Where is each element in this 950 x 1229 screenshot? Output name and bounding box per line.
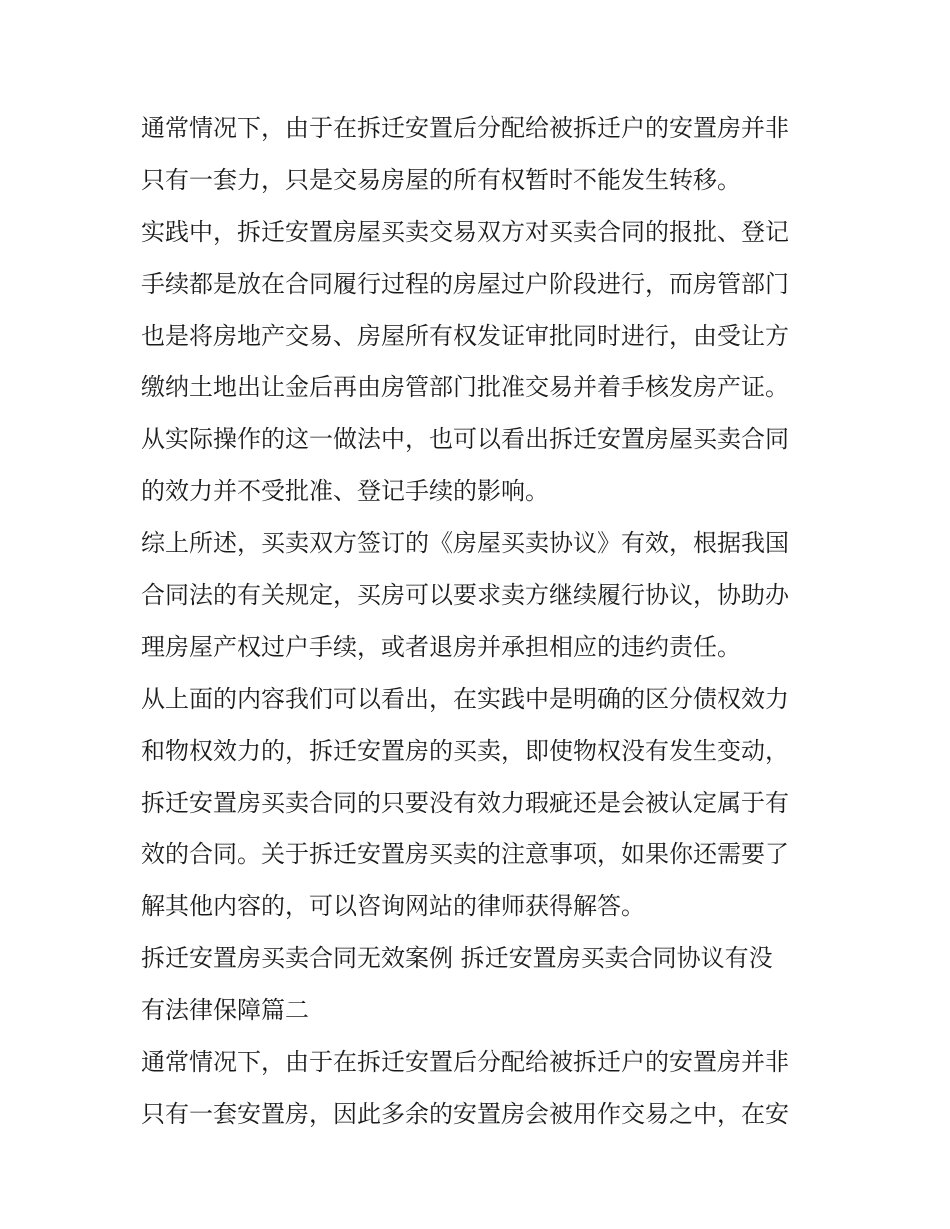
text-line: 通常情况下，由于在拆迁安置后分配给被拆迁户的安置房并非	[141, 1048, 789, 1077]
text-line: 拆迁安置房买卖合同的只要没有效力瑕疵还是会被认定属于有	[141, 788, 789, 817]
text-line: 综上所述，买卖双方签订的《房屋买卖协议》有效，根据我国	[141, 529, 789, 558]
text-line: 效的合同。关于拆迁安置房买卖的注意事项，如果你还需要了	[141, 840, 789, 869]
text-line: 合同法的有关规定，买房可以要求卖方继续履行协议，协助办	[141, 581, 789, 610]
document-body	[141, 103, 813, 1141]
text-line: 理房屋产权过户手续，或者退房并承担相应的违约责任。	[141, 632, 741, 661]
text-line: 和物权效力的，拆迁安置房的买卖，即使物权没有发生变动，	[141, 736, 789, 765]
text-line: 从实际操作的这一做法中，也可以看出拆迁安置房屋买卖合同	[141, 425, 789, 454]
text-line: 解其他内容的，可以咨询网站的律师获得解答。	[141, 892, 645, 921]
section-heading-line: 拆迁安置房买卖合同无效案例 拆迁安置房买卖合同协议有没	[141, 944, 773, 973]
text-line: 通常情况下，由于在拆迁安置后分配给被拆迁户的安置房并非	[141, 114, 789, 142]
text-line: 实践中，拆迁安置房屋买卖交易双方对买卖合同的报批、登记	[141, 217, 789, 246]
text-line: 只有一套安置房，因此多余的安置房会被用作交易之中，在安	[141, 1099, 789, 1128]
text-line: 手续都是放在合同履行过程的房屋过户阶段进行，而房管部门	[141, 269, 789, 298]
text-line: 只有一套力，只是交易房屋的所有权暂时不能发生转移。	[141, 165, 741, 194]
text-line: 的效力并不受批准、登记手续的影响。	[141, 477, 549, 506]
text-line: 缴纳土地出让金后再由房管部门批准交易并着手核发房产证。	[141, 373, 789, 402]
text-line: 也是将房地产交易、房屋所有权发证审批同时进行，由受让方	[141, 321, 789, 350]
section-heading-line: 有法律保障篇二	[141, 996, 309, 1025]
text-line: 从上面的内容我们可以看出，在实践中是明确的区分债权效力	[141, 684, 789, 713]
